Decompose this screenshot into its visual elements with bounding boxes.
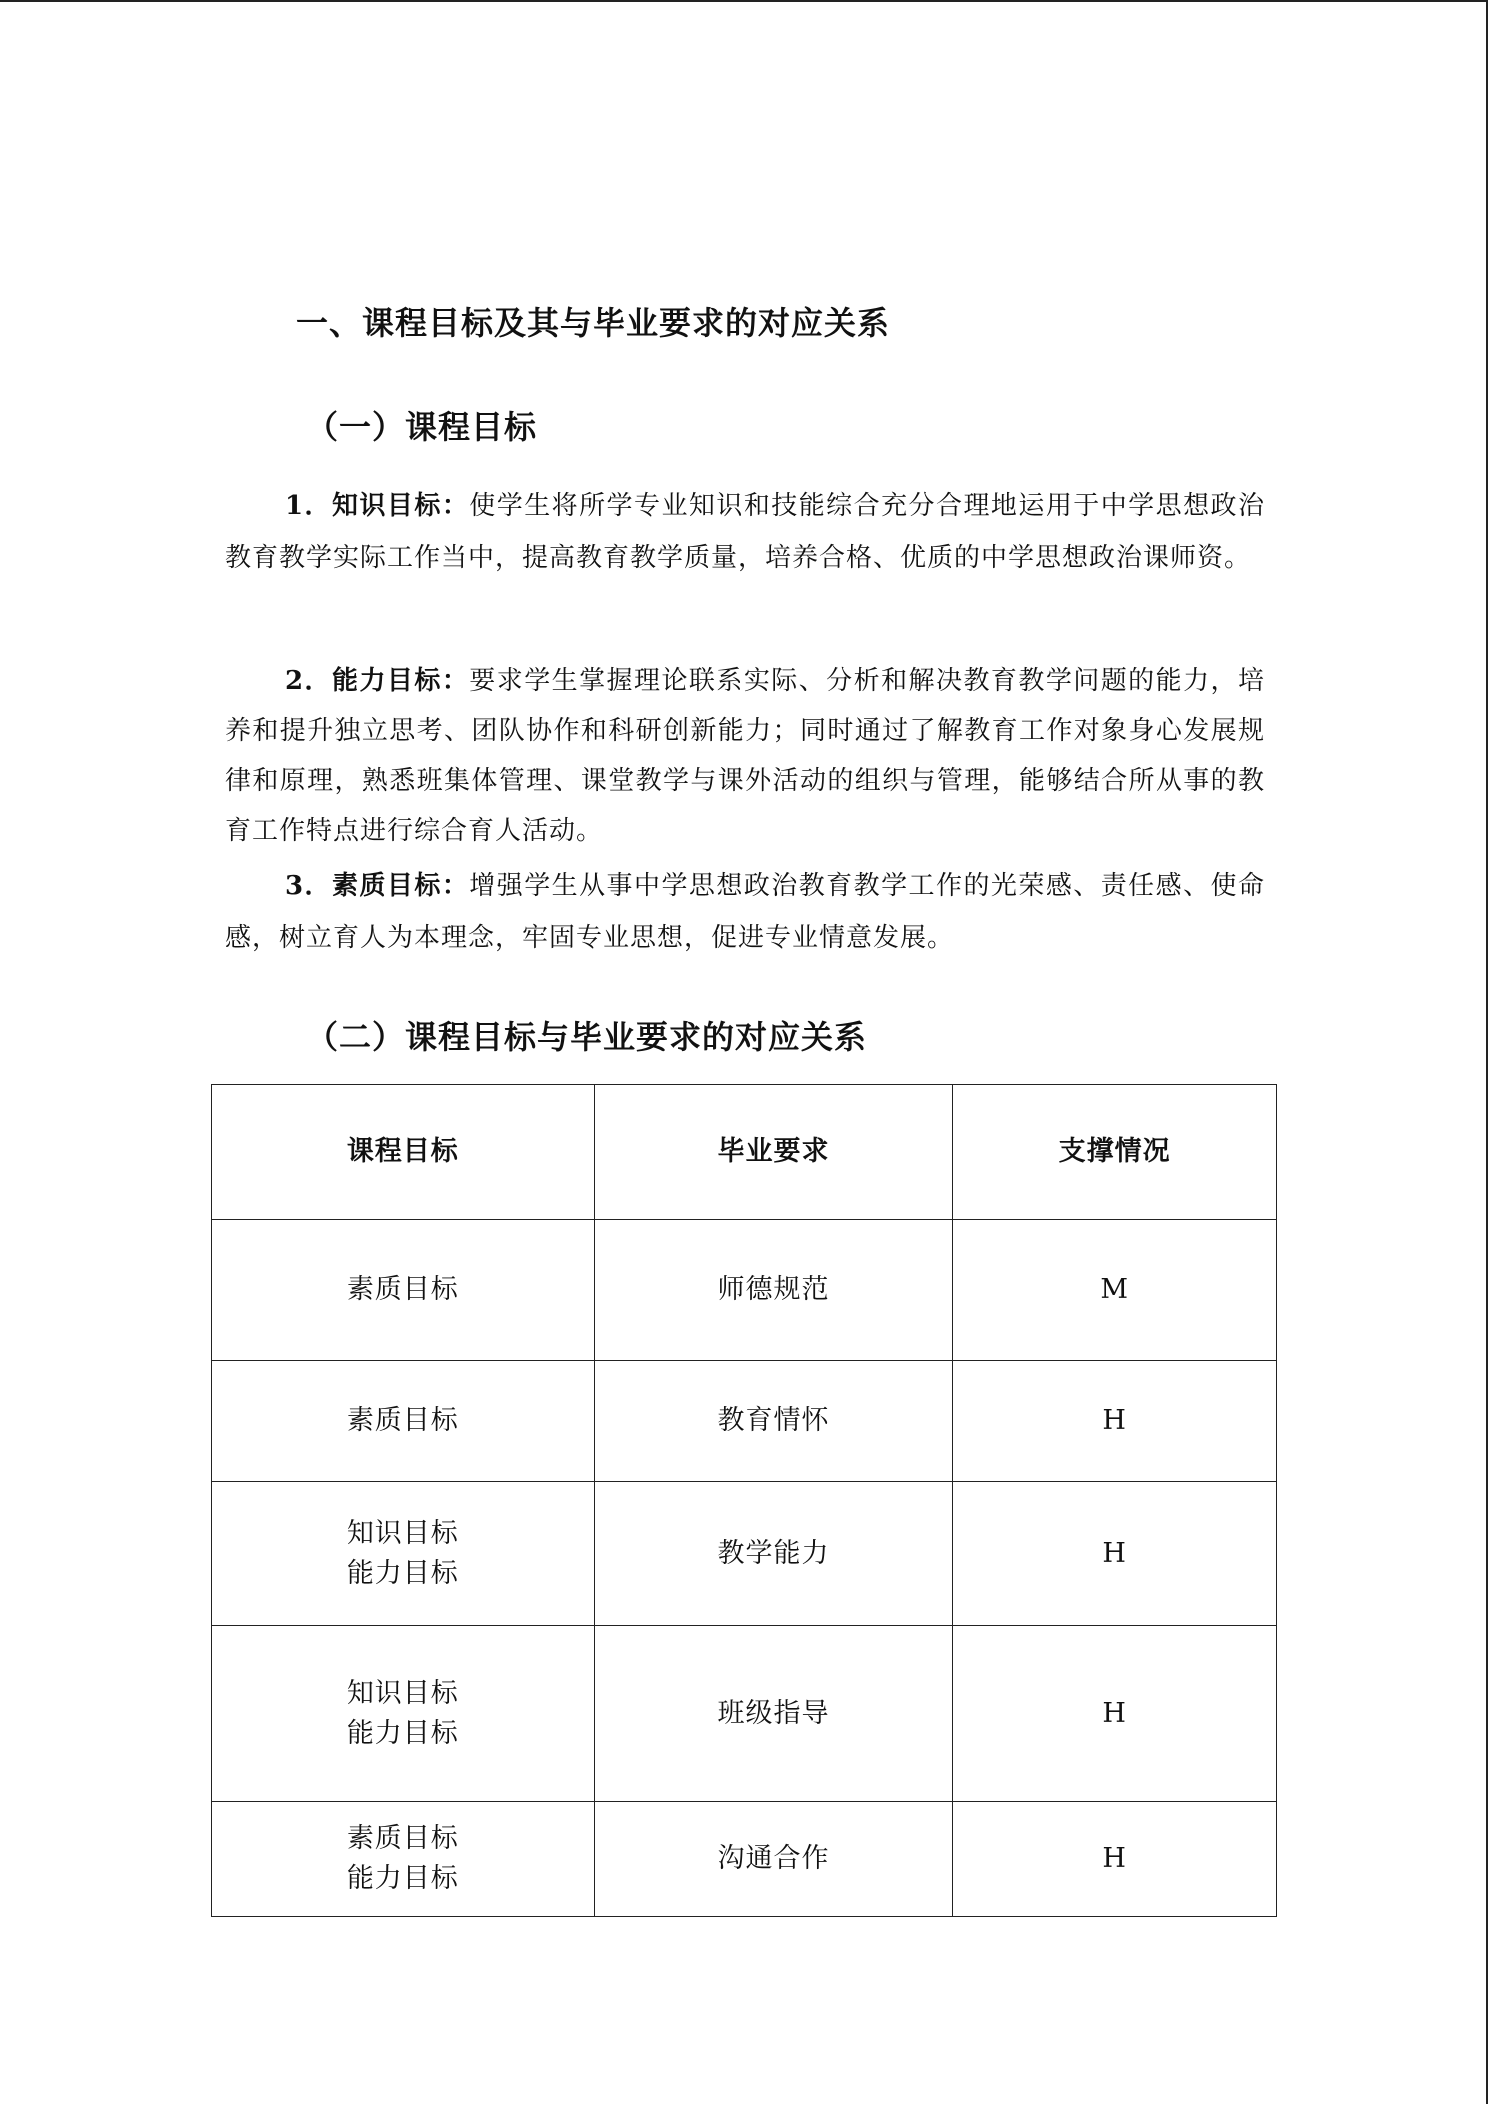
goal-name: 素质目标 [346, 1823, 459, 1854]
goal-paragraph-knowledge [225, 480, 1265, 584]
table-row [212, 1626, 1277, 1802]
cell-requirement: 教学能力 [594, 1482, 953, 1626]
goal-label-ability: 2．能力目标： [285, 666, 470, 696]
cell-goals [212, 1626, 595, 1802]
cell-support: H [953, 1361, 1277, 1482]
goal-label-quality: 3．素质目标： [285, 871, 470, 901]
table-header-row [212, 1085, 1277, 1220]
table-row [212, 1482, 1277, 1626]
cell-goals [212, 1361, 595, 1482]
cell-goals [212, 1220, 595, 1361]
cell-requirement: 沟通合作 [594, 1802, 953, 1917]
cell-goals [212, 1802, 595, 1917]
cell-support: H [953, 1802, 1277, 1917]
cell-requirement: 师德规范 [594, 1220, 953, 1361]
goal-name: 知识目标 [346, 1677, 459, 1709]
header-support-level: 支撑情况 [953, 1085, 1277, 1220]
goal-name: 能力目标 [346, 1717, 459, 1749]
correspondence-table [211, 1084, 1277, 1917]
goal-label-knowledge: 1．知识目标： [285, 491, 470, 521]
header-graduation-requirement: 毕业要求 [594, 1085, 953, 1220]
cell-support: H [953, 1626, 1277, 1802]
section-heading: 一、课程目标及其与毕业要求的对应关系 [296, 304, 891, 342]
goal-text-quality: 增强学生从事中学思想政治教育教学工作的光荣感、责任感、使命感，树立育人为本理念，牢固专业思想，促进专业情意发展。 [225, 871, 1265, 953]
goal-name: 能力目标 [346, 1863, 459, 1894]
goal-paragraph-ability [225, 656, 1265, 856]
table-row [212, 1802, 1277, 1917]
cell-support: M [953, 1220, 1277, 1361]
cell-support: H [953, 1482, 1277, 1626]
table-row [212, 1220, 1277, 1361]
page-border-top [0, 0, 1488, 2]
goal-text-ability: 要求学生掌握理论联系实际、分析和解决教育教学问题的能力，培养和提升独立思考、团队协作和科研创新能力；同时通过了解教育工作对象身心发展规律和原理，熟悉班集体管理、课堂教学与课外活动的组织与管理，能够结合所从事的教育工作特点进行综合育人活动。 [225, 666, 1265, 846]
header-course-goal: 课程目标 [212, 1085, 595, 1220]
subsection-title-goals: （一）课程目标 [306, 408, 538, 446]
goal-name: 素质目标 [346, 1274, 459, 1305]
goal-name: 素质目标 [346, 1405, 459, 1436]
cell-requirement: 班级指导 [594, 1626, 953, 1802]
cell-requirement: 教育情怀 [594, 1361, 953, 1482]
goal-paragraph-quality [225, 860, 1265, 964]
goal-name: 能力目标 [346, 1557, 459, 1589]
goal-text-knowledge: 使学生将所学专业知识和技能综合充分合理地运用于中学思想政治教育教学实际工作当中，提高教育教学质量，培养合格、优质的中学思想政治课师资。 [225, 491, 1265, 573]
cell-goals [212, 1482, 595, 1626]
goal-name: 知识目标 [346, 1517, 459, 1549]
table-row [212, 1361, 1277, 1482]
subsection-title-correspondence: （二）课程目标与毕业要求的对应关系 [306, 1018, 868, 1056]
